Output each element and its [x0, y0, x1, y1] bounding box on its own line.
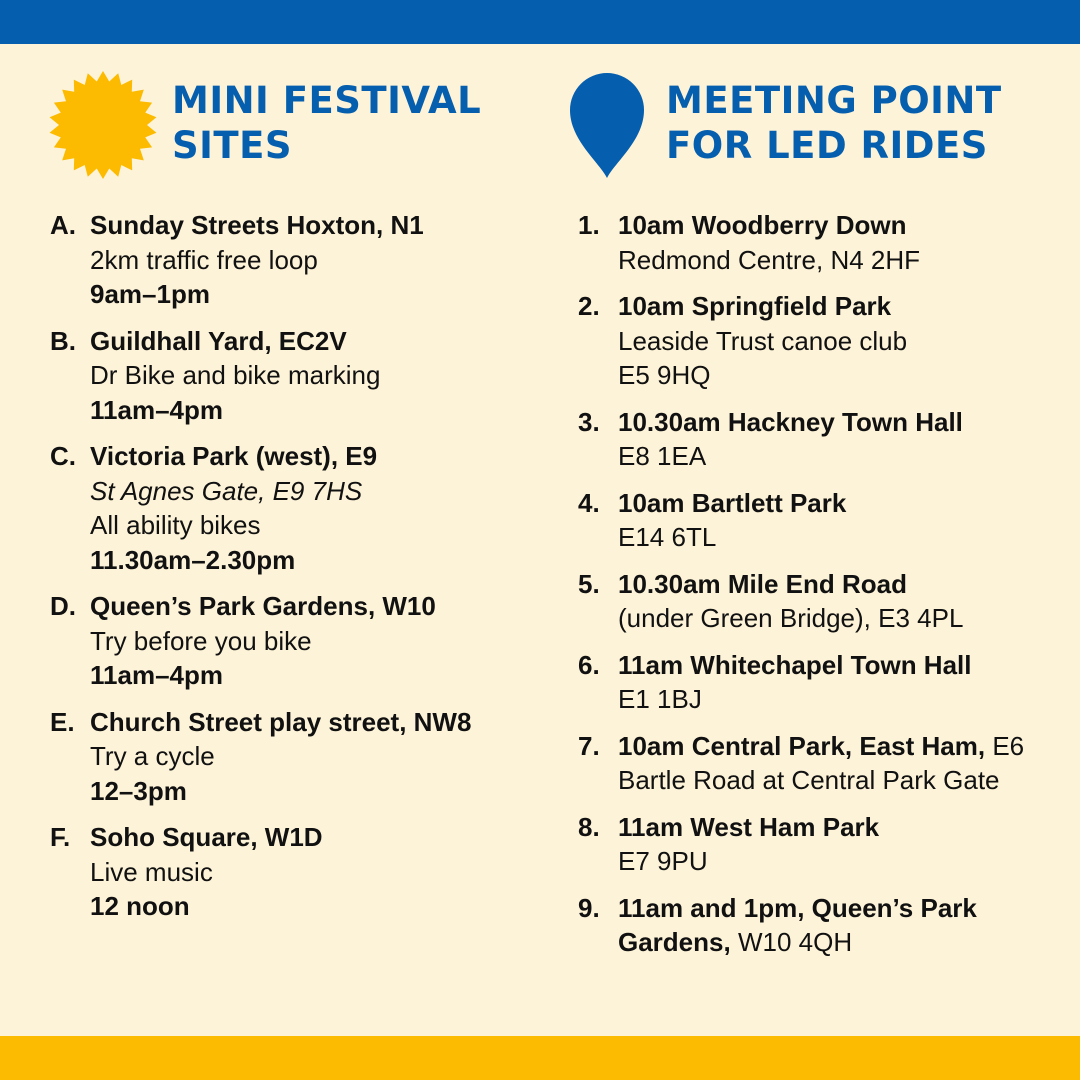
- item-marker: D.: [50, 591, 76, 621]
- ride-title: 10.30am Hackney Town Hall: [618, 406, 963, 437]
- site-time: 12–3pm: [90, 775, 187, 806]
- item-marker: 9.: [578, 892, 600, 923]
- list-item: [578, 405, 1068, 474]
- site-time: 11.30am–2.30pm: [90, 544, 296, 575]
- ride-postcode: E5 9HQ: [618, 360, 711, 390]
- list-item: [578, 486, 1068, 555]
- site-title: Queen’s Park Gardens, W10: [90, 591, 436, 621]
- site-time: 12 noon: [90, 891, 190, 921]
- list-item: [578, 891, 1068, 960]
- mini-festival-heading: MINI FESTIVAL SITES: [172, 79, 482, 167]
- site-title: Sunday Streets Hoxton, N1: [90, 210, 424, 240]
- item-marker: C.: [50, 441, 76, 471]
- ride-postcode: E8 1EA: [618, 441, 707, 471]
- list-item: [50, 705, 530, 809]
- ride-location: Leaside Trust canoe club: [618, 325, 908, 356]
- list-item: [50, 820, 530, 924]
- ride-title: 11am and 1pm, Queen’s Park: [618, 892, 977, 923]
- meeting-point-heading: MEETING POINT FOR LED RIDES: [666, 79, 1002, 167]
- ride-title-continued: Gardens,: [618, 927, 731, 957]
- item-marker: 6.: [578, 649, 600, 680]
- bottom-banner-bar: [0, 1036, 1080, 1080]
- site-detail: 2km traffic free loop: [90, 244, 318, 275]
- item-marker: 2.: [578, 291, 600, 321]
- site-detail: Dr Bike and bike marking: [90, 360, 381, 390]
- site-detail: Try a cycle: [90, 741, 215, 771]
- ride-title: 10am Central Park, East Ham,: [618, 730, 986, 761]
- item-marker: 3.: [578, 406, 600, 437]
- list-item: [578, 567, 1068, 636]
- ride-location: Redmond Centre, N4 2HF: [618, 244, 921, 275]
- ride-title: 10am Woodberry Down: [618, 210, 907, 240]
- list-item: [578, 648, 1068, 717]
- site-time: 11am–4pm: [90, 394, 223, 425]
- list-item: [578, 208, 1068, 277]
- site-detail: Try before you bike: [90, 625, 312, 656]
- site-detail: Live music: [90, 856, 213, 887]
- item-marker: 8.: [578, 811, 600, 842]
- item-marker: F.: [50, 822, 71, 852]
- ride-title: 11am West Ham Park: [618, 811, 880, 842]
- site-title: Soho Square, W1D: [90, 822, 323, 852]
- site-note: St Agnes Gate, E9 7HS: [90, 475, 363, 506]
- ride-location: (under Green Bridge), E3 4PL: [618, 603, 964, 633]
- list-item: [578, 289, 1068, 393]
- ride-title: 10am Springfield Park: [618, 291, 892, 321]
- list-item: [50, 589, 530, 693]
- site-time: 9am–1pm: [90, 279, 210, 309]
- list-item: [50, 439, 530, 577]
- item-marker: 5.: [578, 568, 600, 599]
- festival-sites-list: [50, 208, 530, 936]
- ride-title: 10am Bartlett Park: [618, 487, 847, 518]
- ride-postcode: E1 1BJ: [618, 684, 702, 714]
- ride-postcode: W10 4QH: [737, 927, 853, 957]
- site-title: Victoria Park (west), E9: [90, 441, 378, 471]
- item-marker: 7.: [578, 730, 600, 761]
- item-marker: B.: [50, 325, 76, 356]
- ride-title: 10.30am Mile End Road: [618, 568, 907, 599]
- top-banner-bar: [0, 0, 1080, 44]
- ride-title: 11am Whitechapel Town Hall: [618, 649, 972, 680]
- item-marker: 1.: [578, 210, 600, 240]
- meeting-points-list: [578, 208, 1068, 972]
- site-detail: All ability bikes: [90, 510, 261, 540]
- item-marker: A.: [50, 210, 76, 240]
- item-marker: 4.: [578, 487, 600, 518]
- list-item: [50, 208, 530, 312]
- ride-postcode: E7 9PU: [618, 846, 708, 876]
- sun-icon: [48, 70, 158, 180]
- list-item: [578, 810, 1068, 879]
- map-pin-icon: [567, 70, 647, 180]
- item-marker: E.: [50, 706, 75, 737]
- ride-location: Bartle Road at Central Park Gate: [618, 765, 1000, 795]
- ride-postcode: E14 6TL: [618, 522, 717, 552]
- ride-title-postcode: E6: [992, 730, 1025, 761]
- site-time: 11am–4pm: [90, 660, 223, 690]
- site-title: Guildhall Yard, EC2V: [90, 325, 347, 356]
- list-item: [578, 729, 1068, 798]
- site-title: Church Street play street, NW8: [90, 706, 472, 737]
- list-item: [50, 324, 530, 428]
